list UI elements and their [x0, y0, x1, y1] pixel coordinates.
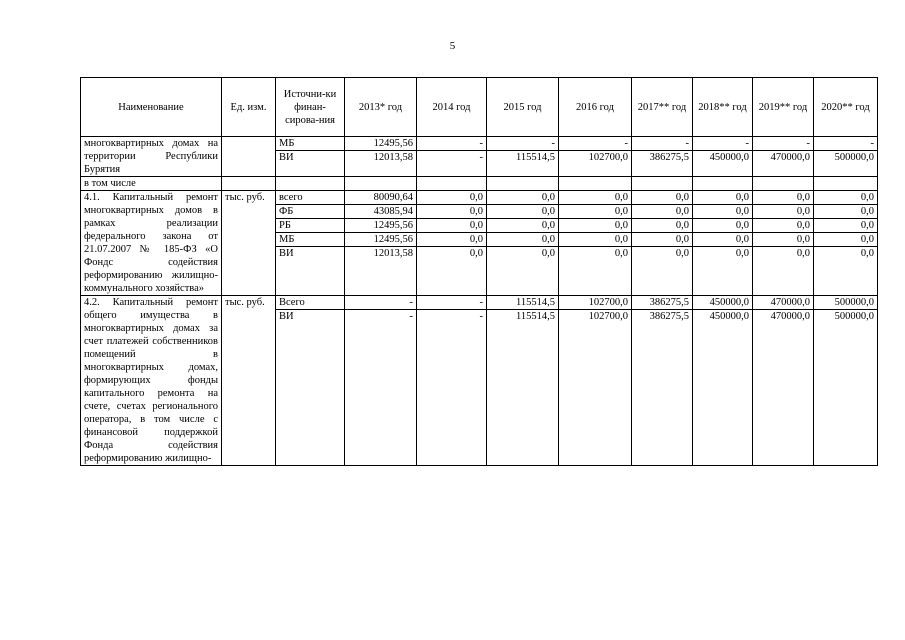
cell-value: 12013,58	[345, 151, 417, 177]
cell-value: 102700,0	[559, 151, 632, 177]
cell-value: 43085,94	[345, 205, 417, 219]
cell-value: 500000,0	[814, 151, 878, 177]
cell-value: 500000,0	[814, 296, 878, 310]
cell-value: -	[345, 296, 417, 310]
header-name: Наименование	[81, 78, 222, 137]
cell-value: 0,0	[814, 219, 878, 233]
header-year: 2019** год	[753, 78, 814, 137]
cell-value: 0,0	[693, 205, 753, 219]
cell-value: 0,0	[814, 247, 878, 296]
table-row	[81, 137, 878, 151]
cell-value: 0,0	[559, 219, 632, 233]
cell-value: 0,0	[487, 191, 559, 205]
cell-value: 12495,56	[345, 219, 417, 233]
cell-value: 102700,0	[559, 296, 632, 310]
cell-value: 386275,5	[632, 310, 693, 466]
cell-value: 0,0	[814, 205, 878, 219]
cell-value: 0,0	[559, 191, 632, 205]
row-source: ВИ	[276, 151, 345, 177]
cell-value: 115514,5	[487, 296, 559, 310]
cell-value: 12495,56	[345, 137, 417, 151]
cell-value: 0,0	[487, 233, 559, 247]
header-year: 2013* год	[345, 78, 417, 137]
header-year: 2014 год	[417, 78, 487, 137]
row-source: Всего	[276, 296, 345, 310]
header-year: 2016 год	[559, 78, 632, 137]
cell-value: -	[559, 137, 632, 151]
cell-value: 0,0	[417, 247, 487, 296]
row-name: 4.1. Капитальный ремонт многоквартирных домов в рамках реализации федерального закона от 21.07.2007 № 185-ФЗ «О Фондс содействия реформированию жилищно-коммунального хозяйства»	[81, 191, 222, 296]
row-source: ВИ	[276, 247, 345, 296]
cell-value: 115514,5	[487, 310, 559, 466]
cell-value: 450000,0	[693, 151, 753, 177]
in-total-label: в том числе	[81, 177, 222, 191]
cell-value: 500000,0	[814, 310, 878, 466]
table-row	[81, 177, 878, 191]
empty-cell	[345, 177, 417, 191]
cell-value: 0,0	[487, 247, 559, 296]
cell-value: 0,0	[417, 205, 487, 219]
cell-value: 0,0	[693, 191, 753, 205]
cell-value: 80090,64	[345, 191, 417, 205]
cell-value: 0,0	[417, 191, 487, 205]
cell-value: -	[417, 151, 487, 177]
cell-value: 0,0	[753, 247, 814, 296]
cell-value: 470000,0	[753, 296, 814, 310]
row-name: 4.2. Капитальный ремонт общего имущества в многоквартирных домах за счет платежей собственников помещений в многоквартирных домах, формирующих фонды капитального ремонта на счете, счетах регионального оператора, в том числе с финансовой поддержкой Фонда содействия реформированию жилищно-	[81, 296, 222, 466]
table-header-row	[81, 78, 878, 137]
header-unit: Ед. изм.	[222, 78, 276, 137]
row-name: многоквартирных домах на территории Республики Бурятия	[81, 137, 222, 177]
empty-cell	[222, 177, 276, 191]
cell-value: 0,0	[632, 219, 693, 233]
row-source: ФБ	[276, 205, 345, 219]
cell-value: 0,0	[632, 233, 693, 247]
cell-value: 0,0	[753, 205, 814, 219]
cell-value: 0,0	[417, 233, 487, 247]
cell-value: -	[417, 310, 487, 466]
row-source: РБ	[276, 219, 345, 233]
table-row	[81, 296, 878, 310]
cell-value: 0,0	[559, 233, 632, 247]
cell-value: -	[753, 137, 814, 151]
cell-value: 0,0	[632, 191, 693, 205]
row-source: МБ	[276, 137, 345, 151]
cell-value: 0,0	[632, 205, 693, 219]
empty-cell	[487, 177, 559, 191]
cell-value: 0,0	[693, 247, 753, 296]
cell-value: 0,0	[559, 205, 632, 219]
empty-cell	[693, 177, 753, 191]
empty-cell	[559, 177, 632, 191]
cell-value: 0,0	[632, 247, 693, 296]
cell-value: -	[632, 137, 693, 151]
cell-value: 0,0	[417, 219, 487, 233]
cell-value: 0,0	[487, 205, 559, 219]
row-source: МБ	[276, 233, 345, 247]
cell-value: -	[814, 137, 878, 151]
empty-cell	[276, 177, 345, 191]
header-year: 2018** год	[693, 78, 753, 137]
cell-value: -	[417, 137, 487, 151]
header-year: 2020** год	[814, 78, 878, 137]
cell-value: 0,0	[753, 219, 814, 233]
cell-value: 470000,0	[753, 151, 814, 177]
cell-value: 0,0	[753, 233, 814, 247]
row-source: ВИ	[276, 310, 345, 466]
cell-value: 450000,0	[693, 296, 753, 310]
row-unit: тыс. руб.	[222, 191, 276, 296]
empty-cell	[753, 177, 814, 191]
cell-value: 470000,0	[753, 310, 814, 466]
financing-table	[80, 77, 878, 466]
cell-value: 102700,0	[559, 310, 632, 466]
empty-cell	[417, 177, 487, 191]
table-row	[81, 191, 878, 205]
cell-value: -	[417, 296, 487, 310]
page-number: 5	[449, 40, 456, 52]
cell-value: 0,0	[814, 233, 878, 247]
row-unit	[222, 137, 276, 177]
empty-cell	[814, 177, 878, 191]
cell-value: 0,0	[814, 191, 878, 205]
header-source: Источни-ки финан-сирова-ния	[276, 78, 345, 137]
row-unit: тыс. руб.	[222, 296, 276, 466]
cell-value: 450000,0	[693, 310, 753, 466]
row-source: всего	[276, 191, 345, 205]
cell-value: 0,0	[753, 191, 814, 205]
cell-value: 12495,56	[345, 233, 417, 247]
header-year: 2015 год	[487, 78, 559, 137]
cell-value: -	[345, 310, 417, 466]
cell-value: 0,0	[487, 219, 559, 233]
header-year: 2017** год	[632, 78, 693, 137]
cell-value: -	[693, 137, 753, 151]
cell-value: 386275,5	[632, 151, 693, 177]
cell-value: -	[487, 137, 559, 151]
empty-cell	[632, 177, 693, 191]
cell-value: 0,0	[559, 247, 632, 296]
cell-value: 0,0	[693, 233, 753, 247]
cell-value: 12013,58	[345, 247, 417, 296]
cell-value: 115514,5	[487, 151, 559, 177]
cell-value: 0,0	[693, 219, 753, 233]
cell-value: 386275,5	[632, 296, 693, 310]
